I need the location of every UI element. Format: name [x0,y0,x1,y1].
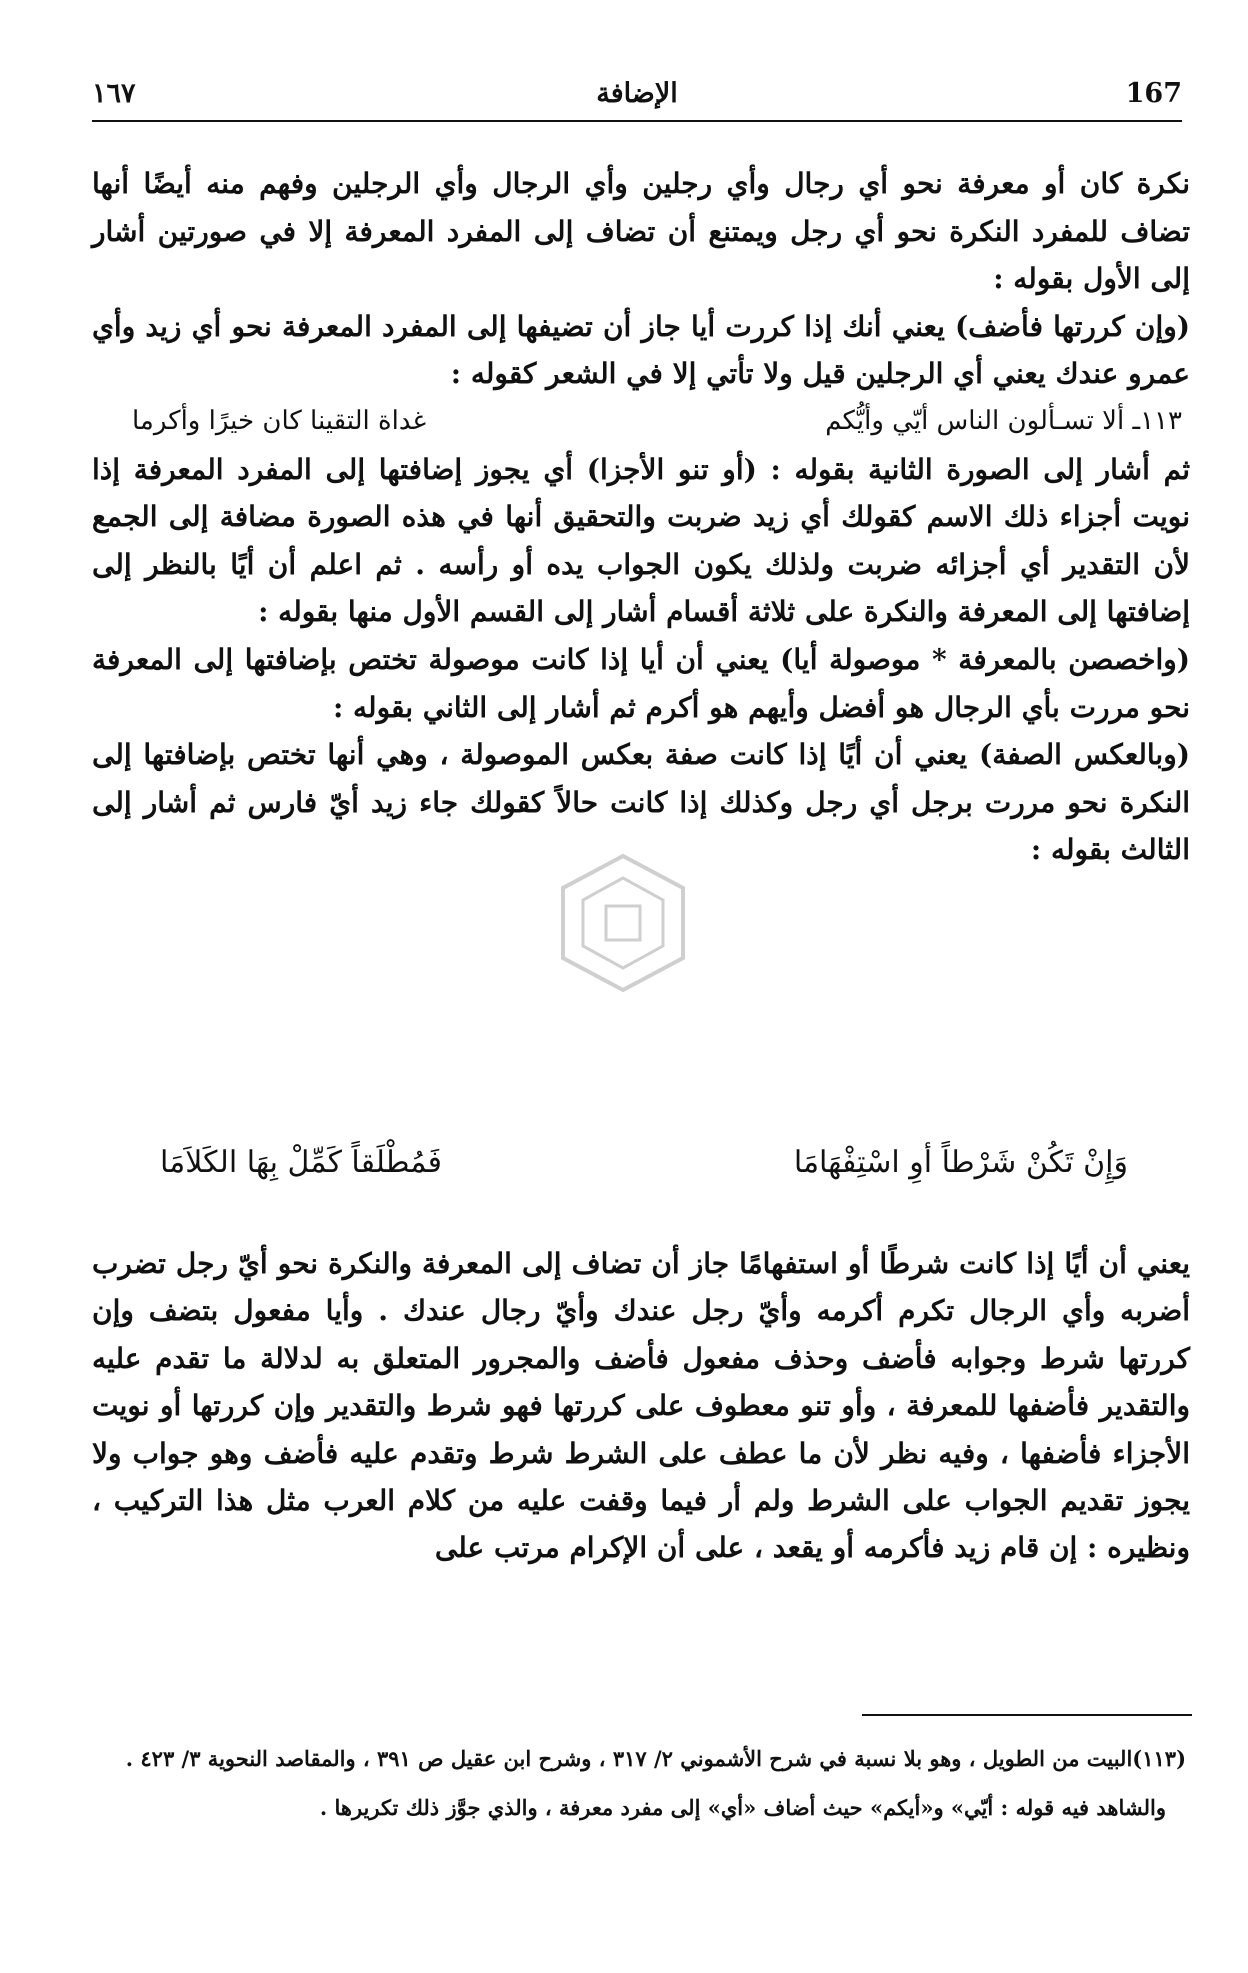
footnote-separator [862,1714,1192,1716]
paragraph: يعني أن أيًا إذا كانت شرطًا أو استفهامًا جاز أن تضاف إلى المعرفة والنكرة نحو أيّ رجل تضرب أضربه وأي الرجال تكرم أكرمه وأيّ رجل عندك وأيّ رجال عندك . وأيا مفعول بتضف وإن كررتها شرط وجوابه فأضف وحذف مفعول فأضف والمجرور المتعلق به لدلالة ما تقدم عليه والتقدير فأضفها للمعرفة ، وأو تنو معطوف على كررتها فهو شرط والتقدير وإن كررتها أو نويت الأجزاء فأضفها ، وفيه نظر لأن ما عطف على الشرط شرط وتقدم عليه فأضف وهو جواب ولا يجوز تقديم الجواب على الشرط ولم أر فيما وقفت عليه من كلام العرب مثل هذا التركيب ، ونظيره : إن قام زيد فأكرمه أو يقعد ، على أن الإكرام مرتب على [92,1247,1190,1565]
page-header [92,78,1182,122]
poem-second-hemistich: غداة التقينا كان خيرًا وأكرما [132,405,427,436]
main-text-top [92,160,1190,874]
page-number-latin: 167 [1125,78,1182,109]
library-watermark-stamp [548,848,698,998]
chapter-title: الإضافة [596,78,678,109]
paragraph: (وبالعكس الصفة) يعني أن أيًا إذا كانت صفة بعكس الموصولة ، وهي أنها تختص بإضافتها إلى النكرة نحو مررت برجل أي رجل وكذلك إذا كانت حالاً كقولك جاء زيد أيّ فارس ثم أشار إلى الثالث بقوله : [92,738,1190,867]
footnote: (١١٣)البيت من الطويل ، وهو بلا نسبة في شرح الأشموني ٢/ ٣١٧ ، وشرح ابن عقيل ص ٣٩١ ، والمقاصد النحوية ٣/ ٤٢٣ . [125,1746,1186,1771]
verse-line [160,1145,1128,1180]
paragraph: (واخصصن بالمعرفة * موصولة أيا) يعني أن أيا إذا كانت موصولة تختص بإضافتها إلى المعرفة نحو مررت بأي الرجال هو أفضل وأيهم هو أكرم ثم أشار إلى الثاني بقوله : [92,642,1190,724]
paragraph: ثم أشار إلى الصورة الثانية بقوله : (أو تنو الأجزا) أي يجوز إضافتها إلى المفرد المعرفة إذا نويت أجزاء ذلك الاسم كقولك أي زيد ضربت والتحقيق أنها في هذه الصورة مضافة إلى الجمع لأن التقدير أي أجزائه ضربت ولذلك يكون الجواب يده أو رأسه . ثم اعلم أن أيًا بالنظر إلى إضافتها إلى المعرفة والنكرة على ثلاثة أقسام أشار إلى القسم الأول منها بقوله : [92,452,1190,629]
poem-first-hemistich: ١١٣ـ ألا تسـألون الناس أيّي وأيُّكم [825,405,1182,436]
poem-line [92,398,1190,446]
footnotes [100,1740,1186,1826]
paragraph: نكرة كان أو معرفة نحو أي رجال وأي رجلين وأي الرجال وأي الرجلين وفهم منه أيضًا أنها تضاف للمفرد النكرة نحو أي رجل ويمتنع أن تضاف إلى المفرد المعرفة إلا في صورتين أشار إلى الأول بقوله : [92,167,1190,296]
paragraph: (وإن كررتها فأضف) يعني أنك إذا كررت أيا جاز أن تضيفها إلى المفرد المعرفة نحو أي زيد وأي عمرو عندك يعني أي الرجلين قيل ولا تأتي إلا في الشعر كقوله : [92,309,1190,391]
main-text-bottom [92,1240,1190,1572]
verse-first-half: وَإِنْ تَكُنْ شَرْطاً أوِ اسْتِفْهَامَا [793,1145,1128,1180]
verse-second-half: فَمُطْلَقاً كَمِّلْ بِهَا الكَلاَمَا [160,1145,442,1180]
page-number-arabic: ١٦٧ [92,78,136,109]
footnote: والشاهد فيه قوله : أيّي» و«أيكم» حيث أضاف «أي» إلى مفرد معرفة ، والذي جوَّز ذلك تكريرها . [319,1795,1166,1820]
